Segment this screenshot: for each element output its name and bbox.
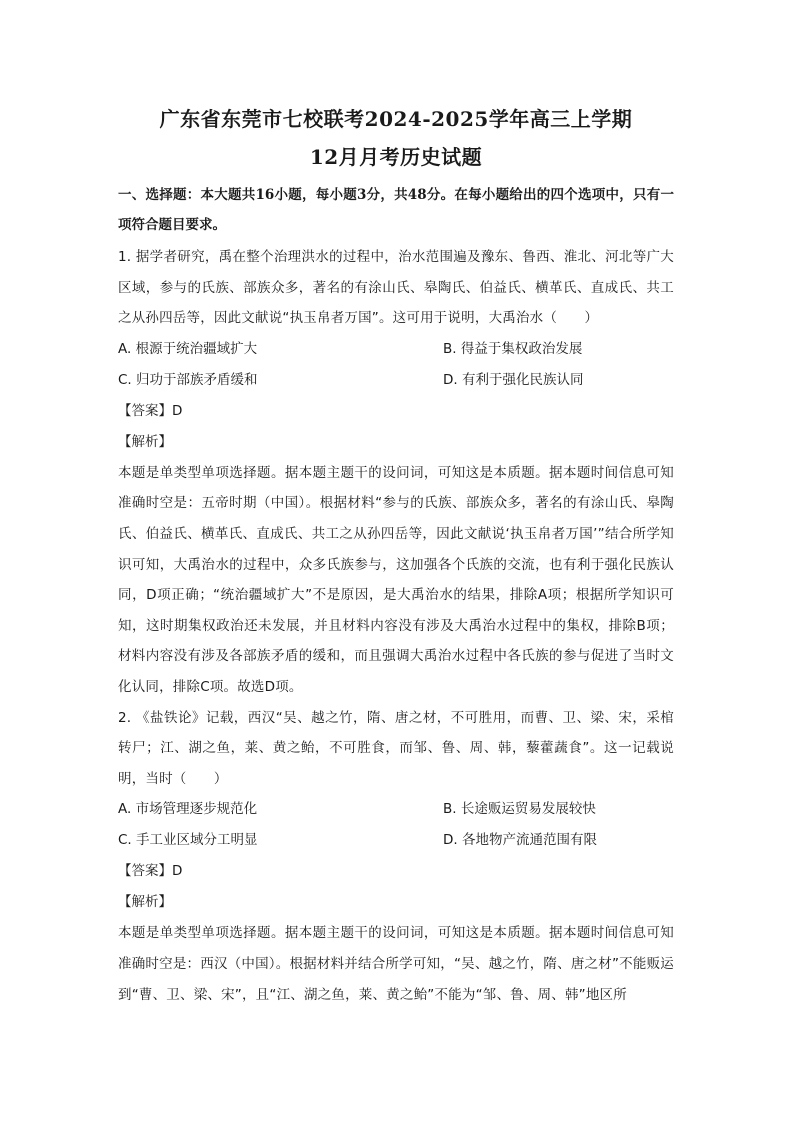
option-d: D. 各地物产流通范围有限 (443, 832, 597, 849)
options-list (118, 334, 674, 396)
option-b: B. 长途贩运贸易发展较快 (443, 801, 596, 818)
exam-page (118, 100, 674, 1010)
exam-title-line-1: 广东省东莞市七校联考2024-2025学年高三上学期 (159, 107, 633, 131)
section-heading: 一、选择题：本大题共16小题，每小题3分，共48分。在每小题给出的四个选项中，只有一项符合题目要求。 (118, 187, 674, 233)
question-1 (118, 242, 674, 703)
answer-label: 【答案】D (118, 402, 183, 419)
option-b: B. 得益于集权政治发展 (443, 340, 583, 357)
analysis-text: 本题是单类型单项选择题。据本题主题干的设问词，可知这是本质题。据本题时间信息可知准确时空是：西汉（中国）。根据材料并结合所学可知，“吴、越之竹，隋、唐之材”不能贩运到“曹、卫、梁、宋”，且“江、湖之鱼，莱、黄之鲐”不能为“邹、鲁、周、韩”地区所 (118, 925, 674, 1003)
answer-label: 【答案】D (118, 863, 183, 880)
option-c: C. 手工业区域分工明显 (118, 832, 258, 849)
options-list (118, 794, 674, 856)
question-stem: 2. 《盐铁论》记载，西汉“吴、越之竹，隋、唐之材，不可胜用，而曹、卫、梁、宋，采棺转尸；江、湖之鱼，莱、黄之鲐，不可胜食，而邹、鲁、周、韩，藜藿蔬食”。这一记载说明，当时（ ） (118, 709, 674, 787)
analysis-label: 【解析】 (118, 433, 172, 450)
option-c: C. 归功于部族矛盾缓和 (118, 371, 258, 388)
question-2 (118, 703, 674, 1011)
option-d: D. 有利于强化民族认同 (443, 371, 584, 388)
analysis-label: 【解析】 (118, 894, 172, 911)
question-stem: 1. 据学者研究，禹在整个治理洪水的过程中，治水范围遍及豫东、鲁西、淮北、河北等广大区域，参与的氏族、部族众多，著名的有涂山氏、皋陶氏、伯益氏、横革氏、直成氏、共工之从孙四岳等，因此文献说“执玉帛者万国”。这可用于说明，大禹治水（ ） (118, 249, 674, 327)
option-a: A. 根源于统治疆域扩大 (118, 340, 258, 357)
exam-title-line-2: 12月月考历史试题 (309, 145, 483, 169)
analysis-text: 本题是单类型单项选择题。据本题主题干的设问词，可知这是本质题。据本题时间信息可知准确时空是：五帝时期（中国）。根据材料“参与的氏族、部族众多，著名的有涂山氏、皋陶氏、伯益氏、横革氏、直成氏、共工之从孙四岳等，因此文献说‘执玉帛者万国’”结合所学知识可知，大禹治水的过程中，众多氏族参与，这加强各个氏族的交流，也有利于强化民族认同，D项正确；“统治疆域扩大”不是原因，是大禹治水的结果，排除A项；根据所学知识可知，这时期集权政治还未发展，并且材料内容没有涉及大禹治水过程中的集权，排除B项；材料内容没有涉及各部族矛盾的缓和，而且强调大禹治水过程中各氏族的参与促进了当时文化认同，排除C项。故选D项。 (118, 464, 674, 695)
option-a: A. 市场管理逐步规范化 (118, 801, 258, 818)
